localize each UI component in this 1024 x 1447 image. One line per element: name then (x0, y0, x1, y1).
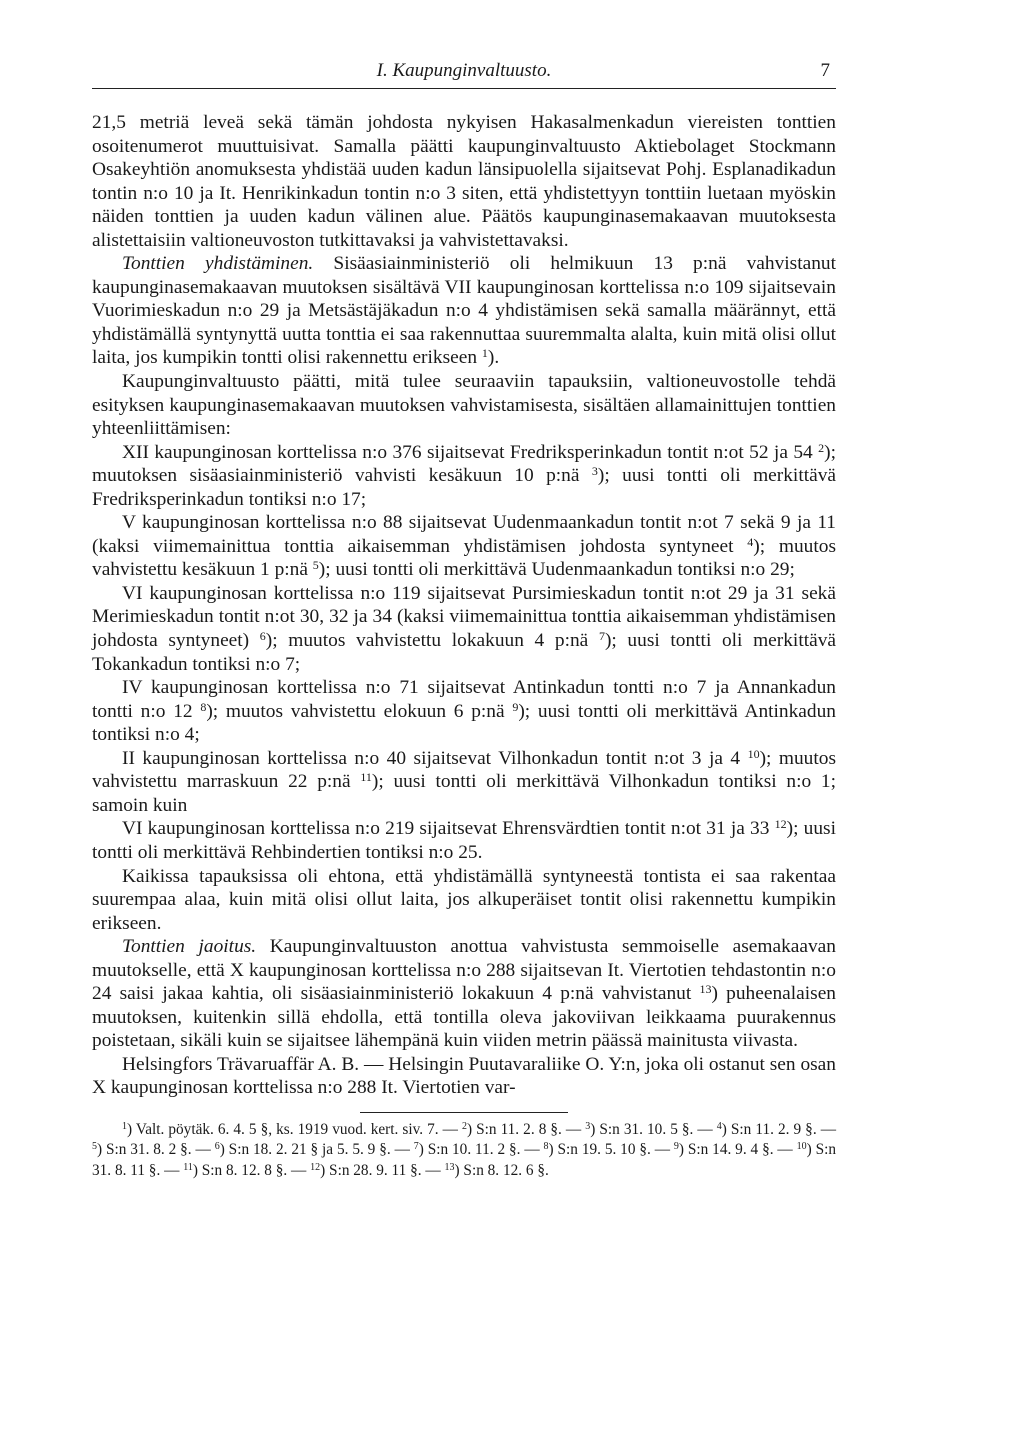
footnote-marker: 1 (122, 1120, 127, 1132)
text-run: XII kaupunginosan korttelissa n:o 376 sijaitsevat Fredriksperinkadun tontit n:ot 52 ja 54 (122, 441, 819, 463)
footnote-marker: 12 (774, 817, 787, 832)
text-run: ) S:n 8. 12. 8 §. — (192, 1161, 311, 1179)
text-run: ); uusi tontti oli merkittävä Antinkadun tontiksi n:o 4; (92, 700, 837, 746)
footnote-marker: 6 (259, 629, 266, 644)
text-run: ) Valt. pöytäk. 6. 4. 5 §, ks. 1919 vuod. kert. siv. 7. — (127, 1120, 462, 1138)
text-run: ); muutoksen sisäasiainministeriö vahvisti kesäkuun 10 p:nä (92, 441, 836, 487)
text-run: ); uusi tontti oli merkittävä Uudenmaankadun tontiksi n:o 29; (318, 559, 795, 581)
footnote-marker: 7 (413, 1141, 419, 1153)
footnote-marker: 4 (747, 534, 754, 549)
paragraph (92, 370, 836, 441)
text-run: ) S:n 11. 2. 8 §. — (466, 1120, 586, 1138)
page-number: 7 (820, 60, 830, 81)
footnote-marker: 9 (673, 1141, 679, 1153)
footnote-marker: 2 (461, 1120, 467, 1132)
text-run: ) S:n 31. 8. 2 §. — (97, 1141, 215, 1159)
paragraph (92, 582, 836, 676)
text-run: ); uusi tontti oli merkittävä Rehbindertien tontiksi n:o 25. (92, 818, 836, 863)
paragraph (92, 676, 836, 747)
section-heading: Tonttien yhdistäminen. (122, 253, 314, 275)
paragraph (92, 441, 836, 512)
footnote-marker: 5 (312, 558, 319, 573)
paragraph (92, 935, 836, 1053)
text-run: Kaupunginvaltuuston anottua vahvistusta semmoiselle asemakaavan muutokselle, että X kaupunginosan korttelissa n:o 288 sijaitsevan It. Viertotien tehdastontin n:o 24 saisi jakaa kahtia, oli sisäasiainministeriö lokakuun 4 p:nä vahvistanut (92, 936, 836, 1005)
text-run: VI kaupunginosan korttelissa n:o 119 sijaitsevat Pursimieskadun tontit n:ot 29 ja 31 sekä Merimieskadun tontit n:ot 30, 32 ja 34 (kaksi viimemainittua tonttia aikaisemman yhdistämisen johdosta syntyneet) (92, 582, 836, 652)
paragraph (92, 747, 836, 818)
paragraph (92, 511, 836, 582)
footnote-marker: 9 (512, 699, 519, 714)
text-run: Helsingfors Trävaruaffär A. B. — Helsingin Puutavaraliike O. Y:n, joka oli ostanut sen osan X kaupunginosan korttelissa n:o 288 It. Viertotien var- (92, 1053, 836, 1099)
text-run: ); muutos vahvistettu kesäkuun 1 p:nä (92, 535, 837, 581)
footnote-marker: 10 (796, 1141, 807, 1153)
footnote-marker: 7 (598, 629, 605, 644)
footnote-paragraph (92, 1120, 836, 1182)
footnote-marker: 11 (360, 770, 372, 785)
text-run: ) S:n 31. 8. 11 §. — (92, 1141, 836, 1179)
footnote-marker: 10 (747, 746, 760, 761)
text-run: ); muutos vahvistettu elokuun 6 p:nä (206, 700, 513, 722)
paragraph (92, 252, 836, 370)
header-title: I. Kaupunginvaltuusto. (376, 60, 552, 81)
text-run: ) puheenalaisen muutoksen, kuitenkin sillä ehdolla, että tontilla oleva jakoviivan leikkaama puurakennus poistetaan, sikäli kuin se sijaitsee lähempänä kuin viiden metrin päässä mainitusta viivasta. (92, 983, 836, 1052)
paragraph (92, 1053, 836, 1100)
document-page (92, 58, 836, 1181)
text-run: ); muutos vahvistettu marraskuun 22 p:nä (92, 747, 836, 793)
text-run: ) S:n 11. 2. 9 §. — (721, 1120, 836, 1138)
paragraph (92, 817, 836, 864)
footnote-marker: 6 (214, 1141, 220, 1153)
text-run: ); muutos vahvistettu lokakuun 4 p:nä (265, 630, 599, 652)
text-run: ) S:n 19. 5. 10 §. — (548, 1141, 674, 1159)
footnote-marker: 3 (591, 464, 598, 479)
text-run: ). (487, 347, 500, 369)
running-header (92, 58, 836, 89)
footnote-separator (360, 1112, 568, 1113)
footnote-marker: 8 (543, 1141, 549, 1153)
text-run: II kaupunginosan korttelissa n:o 40 sijaitsevat Vilhonkadun tontit n:ot 3 ja 4 (122, 747, 748, 769)
footnote-marker: 8 (200, 699, 207, 714)
text-run: ); uusi tontti oli merkittävä Fredriksperinkadun tontiksi n:o 17; (92, 465, 836, 510)
text-run: ) S:n 31. 10. 5 §. — (590, 1120, 717, 1138)
text-run: ) S:n 14. 9. 4 §. — (678, 1141, 797, 1159)
paragraph (92, 865, 836, 936)
paragraph (92, 111, 836, 252)
footnote-marker: 2 (818, 440, 825, 455)
text-run: ); uusi tontti oli merkittävä Tokankadun tontiksi n:o 7; (92, 630, 837, 675)
text-run: ) S:n 10. 11. 2 §. — (418, 1141, 544, 1159)
text-run: ); uusi tontti oli merkittävä Vilhonkadun tontiksi n:o 1; samoin kuin (92, 771, 836, 816)
footnotes (92, 1120, 836, 1182)
footnote-marker: 13 (699, 982, 712, 997)
footnote-marker: 4 (716, 1120, 722, 1132)
text-run: ) S:n 8. 12. 6 §. (454, 1161, 549, 1179)
text-run: Sisäasiainministeriö oli helmikuun 13 p:nä vahvistanut kaupunginasemakaavan muutoksen sisältävä VII kaupunginosan korttelissa n:o 109 sijaitsevain Vuorimieskadun n:o 29 ja Metsästäjäkadun n:o 4 yhdistämisen sekä samalla määrännyt, että yhdistämällä syntynyttä uutta tonttia ei saa rakennuttaa suuremmalta alalta, kuin mitä olisi ollut laita, jos kumpikin tontti olisi rakennettu erikseen (92, 253, 836, 369)
text-run: Kaikissa tapauksissa oli ehtona, että yhdistämällä syntyneestä tontista ei saa rakentaa suurempaa alaa, kuin mitä olisi ollut laita, jos alkuperäiset tontit olisi rakennettu kumpikin erikseen. (92, 865, 836, 934)
footnote-marker: 11 (183, 1161, 193, 1173)
text-run: V kaupunginosan korttelissa n:o 88 sijaitsevat Uudenmaankadun tontit n:ot 7 sekä 9 ja 11 (kaksi viimemainittua tonttia aikaisemman yhdistämisen johdosta syntyneet (92, 512, 836, 557)
text-run: ) S:n 28. 9. 11 §. — (320, 1161, 445, 1179)
footnote-marker: 5 (92, 1141, 97, 1153)
text-run: ) S:n 18. 2. 21 § ja 5. 5. 9 §. — (219, 1141, 414, 1159)
footnote-marker: 13 (444, 1161, 455, 1173)
footnote-marker: 12 (310, 1161, 321, 1173)
text-run: IV kaupunginosan korttelissa n:o 71 sijaitsevat Antinkadun tontti n:o 7 ja Annankadun tontti n:o 12 (92, 677, 836, 722)
text-run: 21,5 metriä leveä sekä tämän johdosta nykyisen Hakasalmenkadun viereisten tonttien osoitenumerot muuttuisivat. Samalla päätti kaupunginvaltuusto Aktiebolaget Stockmann Osakeyhtiön anomuksesta yhdistää uuden kadun länsipuolella sijaitsevat Pohj. Esplanadikadun tontin n:o 10 ja It. Henrikinkadun tontin n:o 3 siten, että yhdistettyyn tonttiin luetaan myöskin näiden tonttien ja uuden kadun välinen alue. Päätös kaupunginasemakaavan muutoksesta alistettaisiin valtioneuvoston tutkittavaksi ja vahvistettavaksi. (92, 112, 836, 251)
section-heading: Tonttien jaoitus. (122, 936, 257, 958)
text-run: Kaupunginvaltuusto päätti, mitä tulee seuraaviin tapauksiin, valtioneuvostolle tehdä esityksen kaupunginasemakaavan muutoksen vahvistamisesta, sisältäen allamainittujen tonttien yhteenliittämisen: (92, 371, 836, 440)
footnote-marker: 3 (585, 1120, 591, 1132)
footnote-marker: 1 (481, 346, 488, 361)
text-run: VI kaupunginosan korttelissa n:o 219 sijaitsevat Ehrensvärdtien tontit n:ot 31 ja 33 (122, 818, 775, 840)
body-text (92, 111, 836, 1100)
